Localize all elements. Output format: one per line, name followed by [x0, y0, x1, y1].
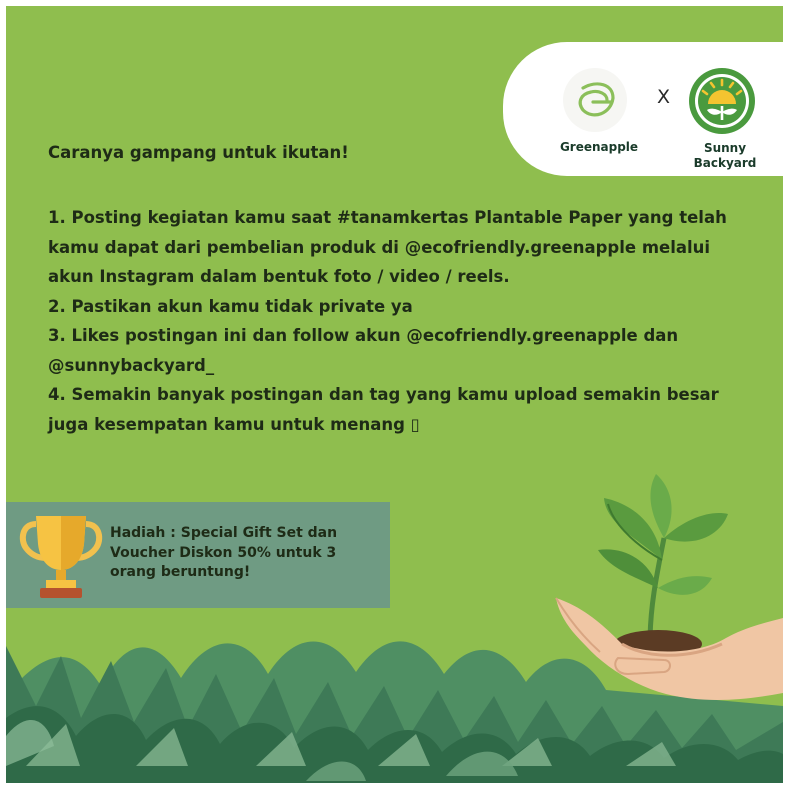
poster: [6, 6, 783, 783]
greenapple-label: Greenapple: [559, 140, 639, 154]
step-4: 4. Semakin banyak postingan dan tag yang kamu upload semakin besar juga kesempatan kamu untuk menang ▯: [48, 385, 719, 434]
hand-with-sprout-illustration: [546, 468, 783, 708]
sunny-backyard-logo: [689, 68, 755, 134]
sun-sprout-icon: [689, 68, 755, 134]
sunny-backyard-label-line2: Backyard: [693, 156, 757, 170]
step-3: 3. Likes postingan ini dan follow akun @ecofriendly.greenapple dan @sunnybackyard_: [48, 326, 679, 375]
greenapple-logo: [563, 68, 627, 132]
partner-logos-card: [503, 42, 783, 176]
leaf-icon: [563, 68, 627, 132]
steps-list: [48, 203, 763, 439]
trophy-icon: [18, 510, 104, 602]
prize-text: Hadiah : Special Gift Set dan Voucher Diskon 50% untuk 3 orang beruntung!: [110, 525, 338, 580]
step-1: 1. Posting kegiatan kamu saat #tanamkertas Plantable Paper yang telah kamu dapat dari pembelian produk di @ecofriendly.greenapple melalui akun Instagram dalam bentuk foto / video / reels.: [48, 208, 727, 286]
collab-separator: X: [657, 86, 671, 108]
sunny-backyard-label-line1: Sunny: [703, 141, 747, 155]
page-title: Caranya gampang untuk ikutan!: [48, 143, 349, 162]
step-2: 2. Pastikan akun kamu tidak private ya: [48, 296, 413, 316]
prize-banner: [6, 502, 390, 608]
sunny-backyard-label: [675, 141, 775, 171]
